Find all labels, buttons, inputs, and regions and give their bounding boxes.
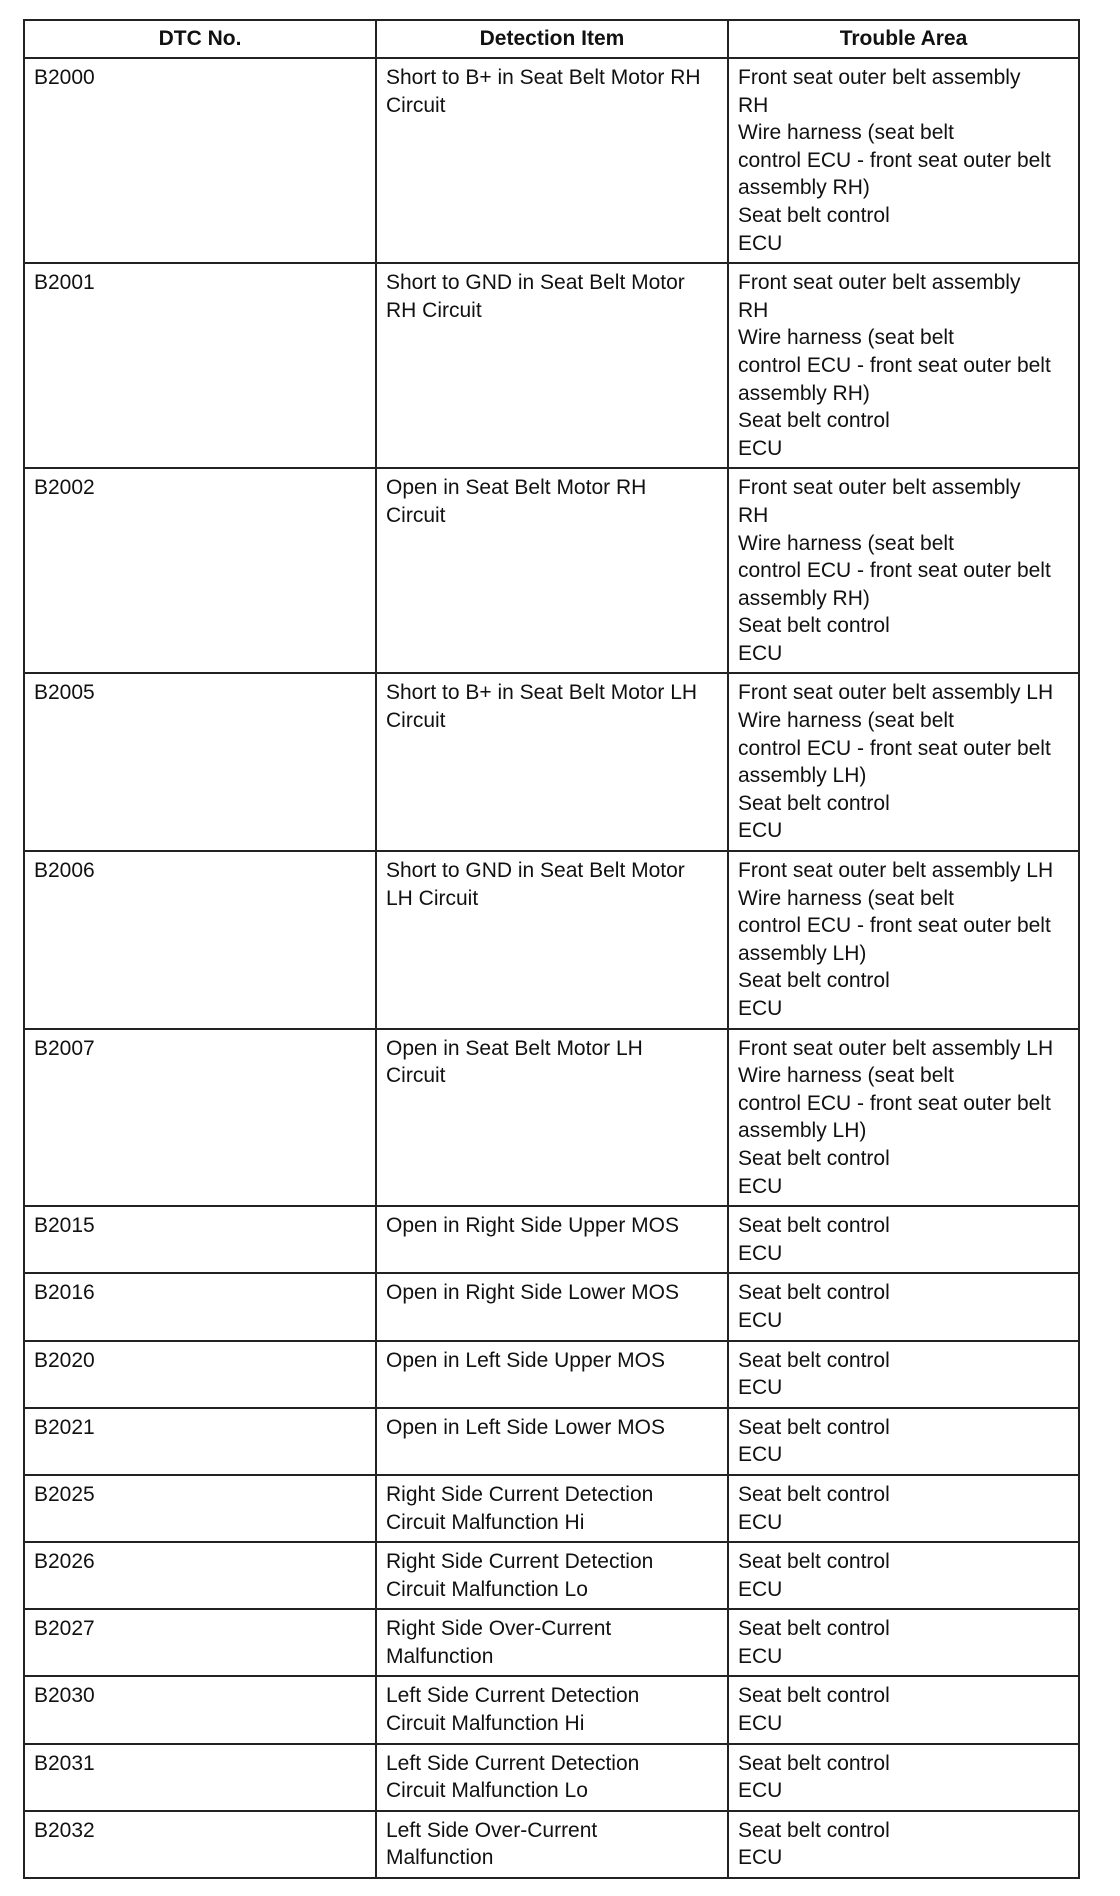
detection-item-line: Open in Seat Belt Motor LH	[386, 1036, 643, 1060]
dtc-code-cell: B2025	[24, 1475, 376, 1542]
detection-item-line: Short to GND in Seat Belt Motor	[386, 859, 685, 883]
trouble-area-cell	[728, 1744, 1079, 1811]
table-row	[24, 673, 1079, 851]
trouble-area-line: Seat belt control	[738, 1482, 890, 1506]
detection-item-cell	[376, 1811, 728, 1878]
trouble-area-line: Wire harness (seat belt	[738, 709, 954, 733]
trouble-area-line: Seat belt control	[738, 1281, 890, 1305]
trouble-area-cell	[728, 1609, 1079, 1676]
detection-item-line: Short to B+ in Seat Belt Motor LH	[386, 681, 698, 705]
trouble-area-line: Seat belt control	[738, 1751, 890, 1775]
trouble-area-line: Front seat outer belt assembly	[738, 271, 1021, 295]
detection-item-cell	[376, 1341, 728, 1408]
detection-item-line: Circuit Malfunction Hi	[386, 1510, 585, 1534]
dtc-table	[23, 19, 1080, 1879]
detection-item-cell	[376, 1744, 728, 1811]
detection-item-line: Short to B+ in Seat Belt Motor RH	[386, 66, 701, 89]
table-row	[24, 263, 1079, 468]
trouble-area-cell	[728, 58, 1079, 263]
detection-item-line: Circuit	[386, 1064, 446, 1088]
detection-item-line: Circuit	[386, 709, 446, 733]
trouble-area-line: Front seat outer belt assembly	[738, 476, 1021, 500]
detection-item-cell	[376, 1408, 728, 1475]
trouble-area-cell	[728, 1475, 1079, 1542]
trouble-area-line: ECU	[738, 1308, 783, 1332]
trouble-area-cell	[728, 1206, 1079, 1273]
trouble-area-cell	[728, 1341, 1079, 1408]
dtc-code-cell: B2001	[24, 263, 376, 468]
table-row	[24, 58, 1079, 263]
trouble-area-line: assembly LH)	[738, 941, 867, 965]
trouble-area-cell	[728, 1542, 1079, 1609]
dtc-code-cell: B2020	[24, 1341, 376, 1408]
trouble-area-line: ECU	[738, 1174, 783, 1198]
trouble-area-cell	[728, 1408, 1079, 1475]
table-row	[24, 1475, 1079, 1542]
trouble-area-line: ECU	[738, 1443, 783, 1467]
table-row	[24, 1273, 1079, 1340]
trouble-area-line: control ECU - front seat outer belt	[738, 736, 1051, 760]
trouble-area-line: Wire harness (seat belt	[738, 121, 954, 145]
table-row	[24, 1408, 1079, 1475]
dtc-code-cell: B2007	[24, 1029, 376, 1207]
header-trouble-area: Trouble Area	[728, 20, 1079, 58]
table-row	[24, 1676, 1079, 1743]
table-row	[24, 1542, 1079, 1609]
detection-item-line: Malfunction	[386, 1644, 494, 1668]
table-header	[24, 20, 1079, 58]
trouble-area-cell	[728, 851, 1079, 1029]
table-row	[24, 1341, 1079, 1408]
trouble-area-line: RH	[738, 93, 769, 117]
detection-item-cell	[376, 58, 728, 263]
trouble-area-line: ECU	[738, 1712, 783, 1736]
trouble-area-line: Seat belt control	[738, 1684, 890, 1708]
trouble-area-line: Seat belt control	[738, 1550, 890, 1574]
table-row	[24, 1609, 1079, 1676]
table-row	[24, 1811, 1079, 1878]
detection-item-cell	[376, 1676, 728, 1743]
detection-item-cell	[376, 263, 728, 468]
detection-item-line: Left Side Current Detection	[386, 1751, 640, 1775]
detection-item-line: Open in Left Side Lower MOS	[386, 1415, 665, 1439]
trouble-area-line: control ECU - front seat outer belt	[738, 1091, 1051, 1115]
trouble-area-line: ECU	[738, 1510, 783, 1534]
trouble-area-line: assembly RH)	[738, 176, 870, 200]
trouble-area-line: Front seat outer belt assembly	[738, 66, 1021, 89]
detection-item-cell	[376, 1206, 728, 1273]
detection-item-line: Short to GND in Seat Belt Motor	[386, 271, 685, 295]
dtc-code-cell: B2002	[24, 468, 376, 673]
detection-item-cell	[376, 1609, 728, 1676]
trouble-area-line: assembly RH)	[738, 381, 870, 405]
dtc-code-cell: B2026	[24, 1542, 376, 1609]
table-body	[24, 58, 1079, 1878]
detection-item-line: Left Side Current Detection	[386, 1684, 640, 1708]
detection-item-cell	[376, 673, 728, 851]
trouble-area-line: RH	[738, 298, 769, 322]
trouble-area-line: control ECU - front seat outer belt	[738, 353, 1051, 377]
dtc-code-cell: B2015	[24, 1206, 376, 1273]
trouble-area-line: control ECU - front seat outer belt	[738, 559, 1051, 583]
trouble-area-line: ECU	[738, 997, 783, 1020]
dtc-code-cell: B2032	[24, 1811, 376, 1878]
detection-item-line: Open in Left Side Upper MOS	[386, 1348, 665, 1372]
detection-item-cell	[376, 851, 728, 1029]
table-row	[24, 468, 1079, 673]
trouble-area-cell	[728, 1029, 1079, 1207]
trouble-area-line: assembly LH)	[738, 764, 867, 788]
trouble-area-cell	[728, 1676, 1079, 1743]
trouble-area-line: Wire harness (seat belt	[738, 531, 954, 555]
table-row	[24, 1029, 1079, 1207]
trouble-area-line: ECU	[738, 641, 783, 665]
detection-item-line: Right Side Over-Current	[386, 1617, 612, 1641]
trouble-area-line: Seat belt control	[738, 969, 890, 993]
trouble-area-cell	[728, 263, 1079, 468]
trouble-area-line: Seat belt control	[738, 1415, 890, 1439]
detection-item-line: LH Circuit	[386, 886, 479, 910]
trouble-area-line: Wire harness (seat belt	[738, 326, 954, 350]
dtc-code-cell: B2016	[24, 1273, 376, 1340]
detection-item-line: Left Side Over-Current	[386, 1818, 598, 1842]
dtc-code-cell: B2006	[24, 851, 376, 1029]
detection-item-line: Open in Right Side Upper MOS	[386, 1214, 679, 1238]
detection-item-line: Open in Right Side Lower MOS	[386, 1281, 679, 1305]
trouble-area-line: ECU	[738, 1241, 783, 1265]
trouble-area-cell	[728, 673, 1079, 851]
detection-item-line: Circuit	[386, 503, 446, 527]
trouble-area-line: control ECU - front seat outer belt	[738, 148, 1051, 172]
trouble-area-cell	[728, 468, 1079, 673]
trouble-area-line: Seat belt control	[738, 1146, 890, 1170]
detection-item-line: Open in Seat Belt Motor RH	[386, 476, 647, 500]
trouble-area-line: Front seat outer belt assembly LH	[738, 859, 1054, 883]
trouble-area-line: ECU	[738, 1376, 783, 1400]
trouble-area-line: Seat belt control	[738, 409, 890, 433]
table-row	[24, 1744, 1079, 1811]
detection-item-cell	[376, 1029, 728, 1207]
trouble-area-line: ECU	[738, 1779, 783, 1803]
trouble-area-line: Front seat outer belt assembly LH	[738, 681, 1054, 705]
trouble-area-cell	[728, 1811, 1079, 1878]
trouble-area-line: ECU	[738, 819, 783, 843]
dtc-code-cell: B2000	[24, 58, 376, 263]
trouble-area-line: Seat belt control	[738, 1617, 890, 1641]
trouble-area-line: Seat belt control	[738, 614, 890, 638]
trouble-area-line: Wire harness (seat belt	[738, 1064, 954, 1088]
trouble-area-line: ECU	[738, 1577, 783, 1601]
table-row	[24, 851, 1079, 1029]
detection-item-cell	[376, 468, 728, 673]
trouble-area-line: ECU	[738, 231, 783, 255]
header-dtc-no: DTC No.	[24, 20, 376, 58]
trouble-area-cell	[728, 1273, 1079, 1340]
trouble-area-line: assembly LH)	[738, 1119, 867, 1143]
detection-item-line: Circuit Malfunction Lo	[386, 1577, 588, 1601]
trouble-area-line: Front seat outer belt assembly LH	[738, 1036, 1054, 1060]
trouble-area-line: RH	[738, 503, 769, 527]
dtc-code-cell: B2021	[24, 1408, 376, 1475]
trouble-area-line: Seat belt control	[738, 1348, 890, 1372]
trouble-area-line: ECU	[738, 1644, 783, 1668]
dtc-code-cell: B2031	[24, 1744, 376, 1811]
detection-item-line: Circuit Malfunction Hi	[386, 1712, 585, 1736]
dtc-code-cell: B2030	[24, 1676, 376, 1743]
detection-item-line: Malfunction	[386, 1846, 494, 1870]
trouble-area-line: Seat belt control	[738, 791, 890, 815]
trouble-area-line: control ECU - front seat outer belt	[738, 914, 1051, 938]
trouble-area-line: Wire harness (seat belt	[738, 886, 954, 910]
detection-item-cell	[376, 1273, 728, 1340]
trouble-area-line: Seat belt control	[738, 203, 890, 227]
dtc-code-cell: B2027	[24, 1609, 376, 1676]
header-row	[24, 20, 1079, 58]
detection-item-line: Right Side Current Detection	[386, 1550, 654, 1574]
detection-item-line: Circuit Malfunction Lo	[386, 1779, 588, 1803]
trouble-area-line: assembly RH)	[738, 586, 870, 610]
trouble-area-line: Seat belt control	[738, 1818, 890, 1842]
dtc-code-cell: B2005	[24, 673, 376, 851]
trouble-area-line: ECU	[738, 1846, 783, 1870]
detection-item-line: Right Side Current Detection	[386, 1482, 654, 1506]
trouble-area-line: ECU	[738, 436, 783, 460]
detection-item-line: RH Circuit	[386, 298, 482, 322]
trouble-area-line: Seat belt control	[738, 1214, 890, 1238]
header-detection-item: Detection Item	[376, 20, 728, 58]
detection-item-cell	[376, 1542, 728, 1609]
table-row	[24, 1206, 1079, 1273]
detection-item-line: Circuit	[386, 93, 446, 117]
detection-item-cell	[376, 1475, 728, 1542]
